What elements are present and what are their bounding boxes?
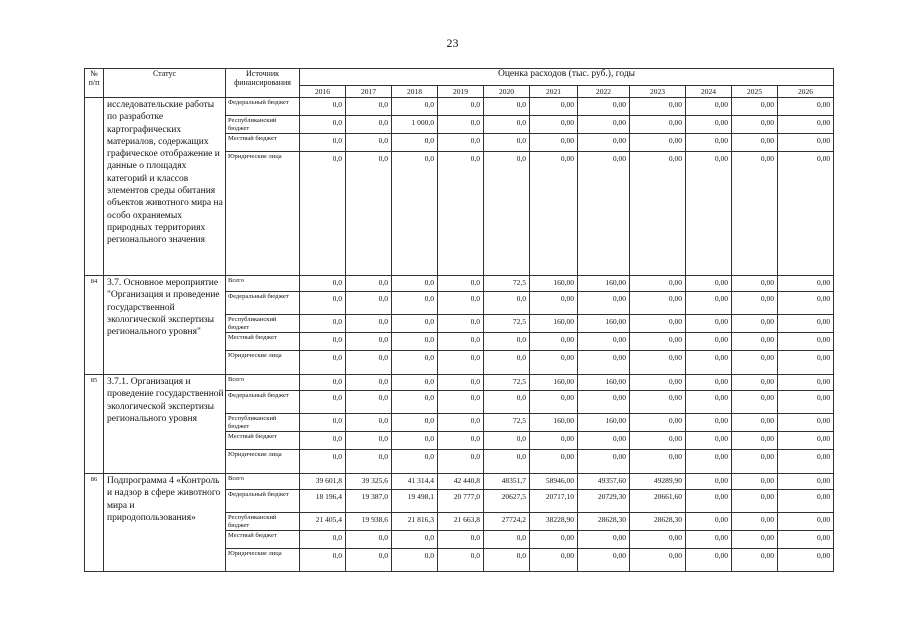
- value-cell: 19 938,6: [346, 513, 392, 531]
- value-cell: 0,0: [346, 134, 392, 152]
- value-cell: 0,00: [578, 549, 630, 572]
- value-cell: 0,0: [346, 432, 392, 450]
- value-cell: 0,0: [438, 391, 484, 414]
- value-cell: 0,0: [438, 450, 484, 474]
- funding-source: Республиканский бюджет: [226, 116, 300, 134]
- value-cell: 0,0: [392, 414, 438, 432]
- value-cell: 0,00: [778, 513, 834, 531]
- value-cell: 20717,10: [530, 490, 578, 513]
- value-cell: 20661,60: [630, 490, 686, 513]
- value-cell: 0,00: [578, 152, 630, 276]
- value-cell: 0,0: [300, 116, 346, 134]
- funding-source: Юридические лица: [226, 152, 300, 276]
- value-cell: 0,0: [438, 152, 484, 276]
- value-cell: 18 196,4: [300, 490, 346, 513]
- value-cell: 0,00: [630, 152, 686, 276]
- value-cell: 0,00: [530, 450, 578, 474]
- value-cell: 0,00: [732, 432, 778, 450]
- funding-source: Всего: [226, 375, 300, 391]
- value-cell: 0,00: [578, 351, 630, 375]
- value-cell: 39 325,6: [346, 474, 392, 490]
- funding-source: Федеральный бюджет: [226, 391, 300, 414]
- budget-table: [84, 68, 834, 572]
- value-cell: 0,00: [732, 549, 778, 572]
- funding-source: Юридические лица: [226, 450, 300, 474]
- value-cell: 0,00: [686, 531, 732, 549]
- value-cell: 0,00: [732, 315, 778, 333]
- row-status: исследовательские работы по разработке картографических материалов, содержащих графическое отображение и данные о площадях категорий и классов элементов среды обитания объектов животного мира на особо охраняемых природных территориях регионального значения: [104, 98, 226, 276]
- value-cell: 0,0: [484, 391, 530, 414]
- row-status: Подпрограмма 4 «Контроль и надзор в сфере животного мира и природопользования»: [104, 474, 226, 572]
- value-cell: 0,00: [732, 375, 778, 391]
- value-cell: 0,0: [438, 531, 484, 549]
- funding-source: Всего: [226, 276, 300, 292]
- value-cell: 0,00: [732, 98, 778, 116]
- value-cell: 0,00: [630, 292, 686, 315]
- value-cell: 0,00: [732, 474, 778, 490]
- value-cell: 21 816,3: [392, 513, 438, 531]
- value-cell: 0,0: [392, 351, 438, 375]
- value-cell: 0,00: [732, 531, 778, 549]
- value-cell: 0,0: [300, 98, 346, 116]
- value-cell: 0,0: [484, 549, 530, 572]
- value-cell: 0,00: [686, 292, 732, 315]
- value-cell: 0,00: [732, 391, 778, 414]
- value-cell: 0,00: [530, 152, 578, 276]
- value-cell: 19 498,1: [392, 490, 438, 513]
- value-cell: 0,00: [530, 391, 578, 414]
- funding-source: Федеральный бюджет: [226, 490, 300, 513]
- value-cell: 0,00: [630, 414, 686, 432]
- value-cell: 0,00: [686, 152, 732, 276]
- value-cell: 0,00: [778, 432, 834, 450]
- value-cell: 160,00: [578, 276, 630, 292]
- value-cell: 0,00: [686, 134, 732, 152]
- value-cell: 0,0: [300, 333, 346, 351]
- value-cell: 0,00: [686, 490, 732, 513]
- value-cell: 0,0: [392, 549, 438, 572]
- value-cell: 0,00: [778, 333, 834, 351]
- value-cell: 0,00: [732, 116, 778, 134]
- value-cell: 0,0: [392, 375, 438, 391]
- year-header-cell: 2026: [778, 86, 834, 98]
- value-cell: 0,00: [686, 513, 732, 531]
- year-header-cell: 2021: [530, 86, 578, 98]
- value-cell: 0,00: [732, 134, 778, 152]
- value-cell: 0,00: [778, 490, 834, 513]
- funding-source: Федеральный бюджет: [226, 292, 300, 315]
- value-cell: 0,00: [778, 315, 834, 333]
- value-cell: 0,00: [686, 333, 732, 351]
- value-cell: 0,0: [346, 391, 392, 414]
- funding-source: Республиканский бюджет: [226, 315, 300, 333]
- value-cell: 0,0: [392, 292, 438, 315]
- value-cell: 0,00: [530, 116, 578, 134]
- value-cell: 42 440,8: [438, 474, 484, 490]
- value-cell: 0,00: [686, 98, 732, 116]
- value-cell: 0,0: [300, 375, 346, 391]
- value-cell: 0,00: [732, 490, 778, 513]
- value-cell: 21 405,4: [300, 513, 346, 531]
- value-cell: 0,00: [778, 292, 834, 315]
- value-cell: 0,00: [578, 450, 630, 474]
- value-cell: 0,0: [300, 292, 346, 315]
- value-cell: 0,0: [484, 333, 530, 351]
- header-index-label: № п/п: [88, 69, 100, 87]
- value-cell: 0,00: [686, 414, 732, 432]
- value-cell: 0,0: [438, 292, 484, 315]
- value-cell: 49289,90: [630, 474, 686, 490]
- value-cell: 0,0: [438, 549, 484, 572]
- value-cell: 0,0: [392, 276, 438, 292]
- table-row: [85, 474, 834, 490]
- value-cell: 0,0: [484, 134, 530, 152]
- value-cell: 0,0: [346, 414, 392, 432]
- value-cell: 0,0: [484, 450, 530, 474]
- value-cell: 0,00: [578, 134, 630, 152]
- value-cell: 49357,60: [578, 474, 630, 490]
- value-cell: 0,0: [484, 152, 530, 276]
- value-cell: 72,5: [484, 414, 530, 432]
- table-row: [85, 276, 834, 292]
- value-cell: 0,0: [300, 152, 346, 276]
- value-cell: 0,0: [300, 414, 346, 432]
- value-cell: 0,00: [686, 549, 732, 572]
- value-cell: 0,0: [392, 450, 438, 474]
- value-cell: 0,00: [530, 292, 578, 315]
- value-cell: 0,00: [732, 292, 778, 315]
- value-cell: 39 601,8: [300, 474, 346, 490]
- year-header-cell: 2022: [578, 86, 630, 98]
- value-cell: 0,00: [530, 531, 578, 549]
- value-cell: 0,00: [630, 351, 686, 375]
- year-header-cell: 2024: [686, 86, 732, 98]
- value-cell: 0,0: [438, 351, 484, 375]
- value-cell: 0,00: [630, 450, 686, 474]
- value-cell: 0,00: [686, 432, 732, 450]
- value-cell: 0,0: [484, 432, 530, 450]
- value-cell: 0,00: [778, 375, 834, 391]
- value-cell: 0,00: [686, 276, 732, 292]
- value-cell: 1 000,0: [392, 116, 438, 134]
- value-cell: 0,0: [300, 276, 346, 292]
- value-cell: 0,0: [346, 98, 392, 116]
- value-cell: 0,0: [300, 391, 346, 414]
- value-cell: 0,00: [630, 375, 686, 391]
- header-estimate-label: Оценка расходов (тыс. руб.), годы: [497, 69, 636, 79]
- row-status: 3.7.1. Организация и проведение государственной экологической экспертизы регионального уровня: [104, 375, 226, 474]
- value-cell: 0,0: [484, 116, 530, 134]
- header-status: [104, 69, 226, 98]
- value-cell: 0,0: [392, 134, 438, 152]
- value-cell: 0,00: [530, 351, 578, 375]
- value-cell: 0,0: [346, 450, 392, 474]
- value-cell: 0,0: [392, 315, 438, 333]
- funding-source: Республиканский бюджет: [226, 513, 300, 531]
- value-cell: 0,0: [346, 292, 392, 315]
- value-cell: 0,0: [392, 98, 438, 116]
- year-header-cell: 2020: [484, 86, 530, 98]
- value-cell: 0,0: [438, 276, 484, 292]
- value-cell: 0,00: [778, 116, 834, 134]
- value-cell: 0,00: [630, 531, 686, 549]
- value-cell: 20729,30: [578, 490, 630, 513]
- funding-source: Юридические лица: [226, 549, 300, 572]
- value-cell: 0,0: [300, 315, 346, 333]
- year-header-cell: 2017: [346, 86, 392, 98]
- value-cell: 160,00: [530, 276, 578, 292]
- funding-source: Всего: [226, 474, 300, 490]
- value-cell: 0,00: [630, 98, 686, 116]
- value-cell: 0,00: [686, 315, 732, 333]
- value-cell: 0,00: [732, 513, 778, 531]
- funding-source: Юридические лица: [226, 351, 300, 375]
- value-cell: 0,00: [732, 152, 778, 276]
- value-cell: 0,00: [578, 432, 630, 450]
- value-cell: 0,0: [300, 351, 346, 375]
- value-cell: 0,00: [630, 315, 686, 333]
- value-cell: 0,00: [686, 351, 732, 375]
- year-header-cell: 2018: [392, 86, 438, 98]
- value-cell: 0,00: [578, 292, 630, 315]
- value-cell: 0,0: [484, 292, 530, 315]
- value-cell: 41 314,4: [392, 474, 438, 490]
- value-cell: 0,00: [530, 333, 578, 351]
- value-cell: 28628,30: [630, 513, 686, 531]
- value-cell: 48351,7: [484, 474, 530, 490]
- value-cell: 0,0: [300, 549, 346, 572]
- row-index: [85, 98, 104, 276]
- value-cell: 0,0: [438, 375, 484, 391]
- row-index: 86: [85, 474, 104, 572]
- value-cell: 0,00: [630, 333, 686, 351]
- value-cell: 27724,2: [484, 513, 530, 531]
- table-row: [85, 98, 834, 116]
- value-cell: 0,00: [778, 276, 834, 292]
- value-cell: 0,00: [578, 116, 630, 134]
- header-estimate: [300, 69, 834, 86]
- year-header-cell: 2023: [630, 86, 686, 98]
- value-cell: 0,0: [438, 333, 484, 351]
- funding-source: Местный бюджет: [226, 531, 300, 549]
- funding-source: Федеральный бюджет: [226, 98, 300, 116]
- year-header-cell: 2016: [300, 86, 346, 98]
- value-cell: 0,00: [630, 134, 686, 152]
- value-cell: 20 777,0: [438, 490, 484, 513]
- value-cell: 0,00: [630, 276, 686, 292]
- funding-source: Местный бюджет: [226, 432, 300, 450]
- value-cell: 0,00: [578, 333, 630, 351]
- value-cell: 21 663,8: [438, 513, 484, 531]
- value-cell: 72,5: [484, 276, 530, 292]
- value-cell: 0,0: [392, 391, 438, 414]
- value-cell: 0,00: [778, 414, 834, 432]
- value-cell: 0,0: [438, 315, 484, 333]
- value-cell: 0,0: [346, 375, 392, 391]
- funding-source: Республиканский бюджет: [226, 414, 300, 432]
- value-cell: 0,00: [778, 98, 834, 116]
- value-cell: 0,00: [732, 450, 778, 474]
- value-cell: 0,00: [778, 549, 834, 572]
- value-cell: 0,0: [300, 450, 346, 474]
- value-cell: 0,0: [346, 531, 392, 549]
- value-cell: 0,00: [778, 351, 834, 375]
- value-cell: 0,00: [778, 391, 834, 414]
- value-cell: 0,00: [778, 134, 834, 152]
- value-cell: 19 387,0: [346, 490, 392, 513]
- value-cell: 0,00: [732, 351, 778, 375]
- value-cell: 0,00: [732, 414, 778, 432]
- funding-source: Местный бюджет: [226, 333, 300, 351]
- value-cell: 0,0: [392, 152, 438, 276]
- value-cell: 0,0: [438, 134, 484, 152]
- value-cell: 160,00: [578, 315, 630, 333]
- value-cell: 0,00: [630, 116, 686, 134]
- value-cell: 0,00: [732, 333, 778, 351]
- value-cell: 0,0: [346, 276, 392, 292]
- value-cell: 0,00: [630, 432, 686, 450]
- value-cell: 0,00: [578, 98, 630, 116]
- row-index: 85: [85, 375, 104, 474]
- value-cell: 0,00: [686, 474, 732, 490]
- value-cell: 0,0: [300, 432, 346, 450]
- value-cell: 0,0: [392, 432, 438, 450]
- row-status: 3.7. Основное мероприятие "Организация и проведение государственной экологической экспертизы регионального уровня": [104, 276, 226, 375]
- value-cell: 0,00: [686, 375, 732, 391]
- value-cell: 0,0: [438, 116, 484, 134]
- value-cell: 160,00: [578, 414, 630, 432]
- table-row: [85, 375, 834, 391]
- header-index: [85, 69, 104, 98]
- value-cell: 0,0: [392, 531, 438, 549]
- value-cell: 0,0: [484, 98, 530, 116]
- value-cell: 0,0: [484, 351, 530, 375]
- value-cell: 0,0: [300, 134, 346, 152]
- year-header-cell: 2019: [438, 86, 484, 98]
- value-cell: 0,00: [686, 391, 732, 414]
- value-cell: 72,5: [484, 375, 530, 391]
- value-cell: 38228,90: [530, 513, 578, 531]
- value-cell: 0,00: [778, 450, 834, 474]
- value-cell: 0,0: [484, 531, 530, 549]
- value-cell: 0,00: [686, 450, 732, 474]
- value-cell: 0,0: [346, 351, 392, 375]
- value-cell: 0,00: [530, 549, 578, 572]
- value-cell: 0,0: [438, 98, 484, 116]
- value-cell: 160,00: [530, 375, 578, 391]
- value-cell: 0,00: [686, 116, 732, 134]
- value-cell: 0,00: [630, 549, 686, 572]
- value-cell: 0,00: [530, 98, 578, 116]
- value-cell: 58946,00: [530, 474, 578, 490]
- value-cell: 0,0: [438, 414, 484, 432]
- value-cell: 160,00: [530, 315, 578, 333]
- value-cell: 0,0: [346, 315, 392, 333]
- value-cell: 0,0: [346, 152, 392, 276]
- value-cell: 160,00: [530, 414, 578, 432]
- header-source: [226, 69, 300, 98]
- value-cell: 0,0: [438, 432, 484, 450]
- table-body: [85, 98, 834, 572]
- value-cell: 20627,5: [484, 490, 530, 513]
- value-cell: 0,00: [578, 391, 630, 414]
- value-cell: 28628,30: [578, 513, 630, 531]
- value-cell: 0,00: [732, 276, 778, 292]
- year-header-cell: 2025: [732, 86, 778, 98]
- value-cell: 160,00: [578, 375, 630, 391]
- row-index: 84: [85, 276, 104, 375]
- value-cell: 0,0: [346, 549, 392, 572]
- value-cell: 0,00: [778, 152, 834, 276]
- header-source-label: Источник финансирования: [234, 69, 291, 87]
- value-cell: 0,0: [392, 333, 438, 351]
- funding-source: Местный бюджет: [226, 134, 300, 152]
- header-status-label: Статус: [152, 69, 177, 78]
- value-cell: 0,0: [346, 333, 392, 351]
- value-cell: 0,0: [346, 116, 392, 134]
- value-cell: 0,00: [530, 432, 578, 450]
- value-cell: 0,00: [578, 531, 630, 549]
- value-cell: 0,0: [300, 531, 346, 549]
- value-cell: 0,00: [778, 474, 834, 490]
- value-cell: 0,00: [630, 391, 686, 414]
- value-cell: 72,5: [484, 315, 530, 333]
- value-cell: 0,00: [530, 134, 578, 152]
- value-cell: 0,00: [778, 531, 834, 549]
- page-number: 23: [446, 36, 459, 50]
